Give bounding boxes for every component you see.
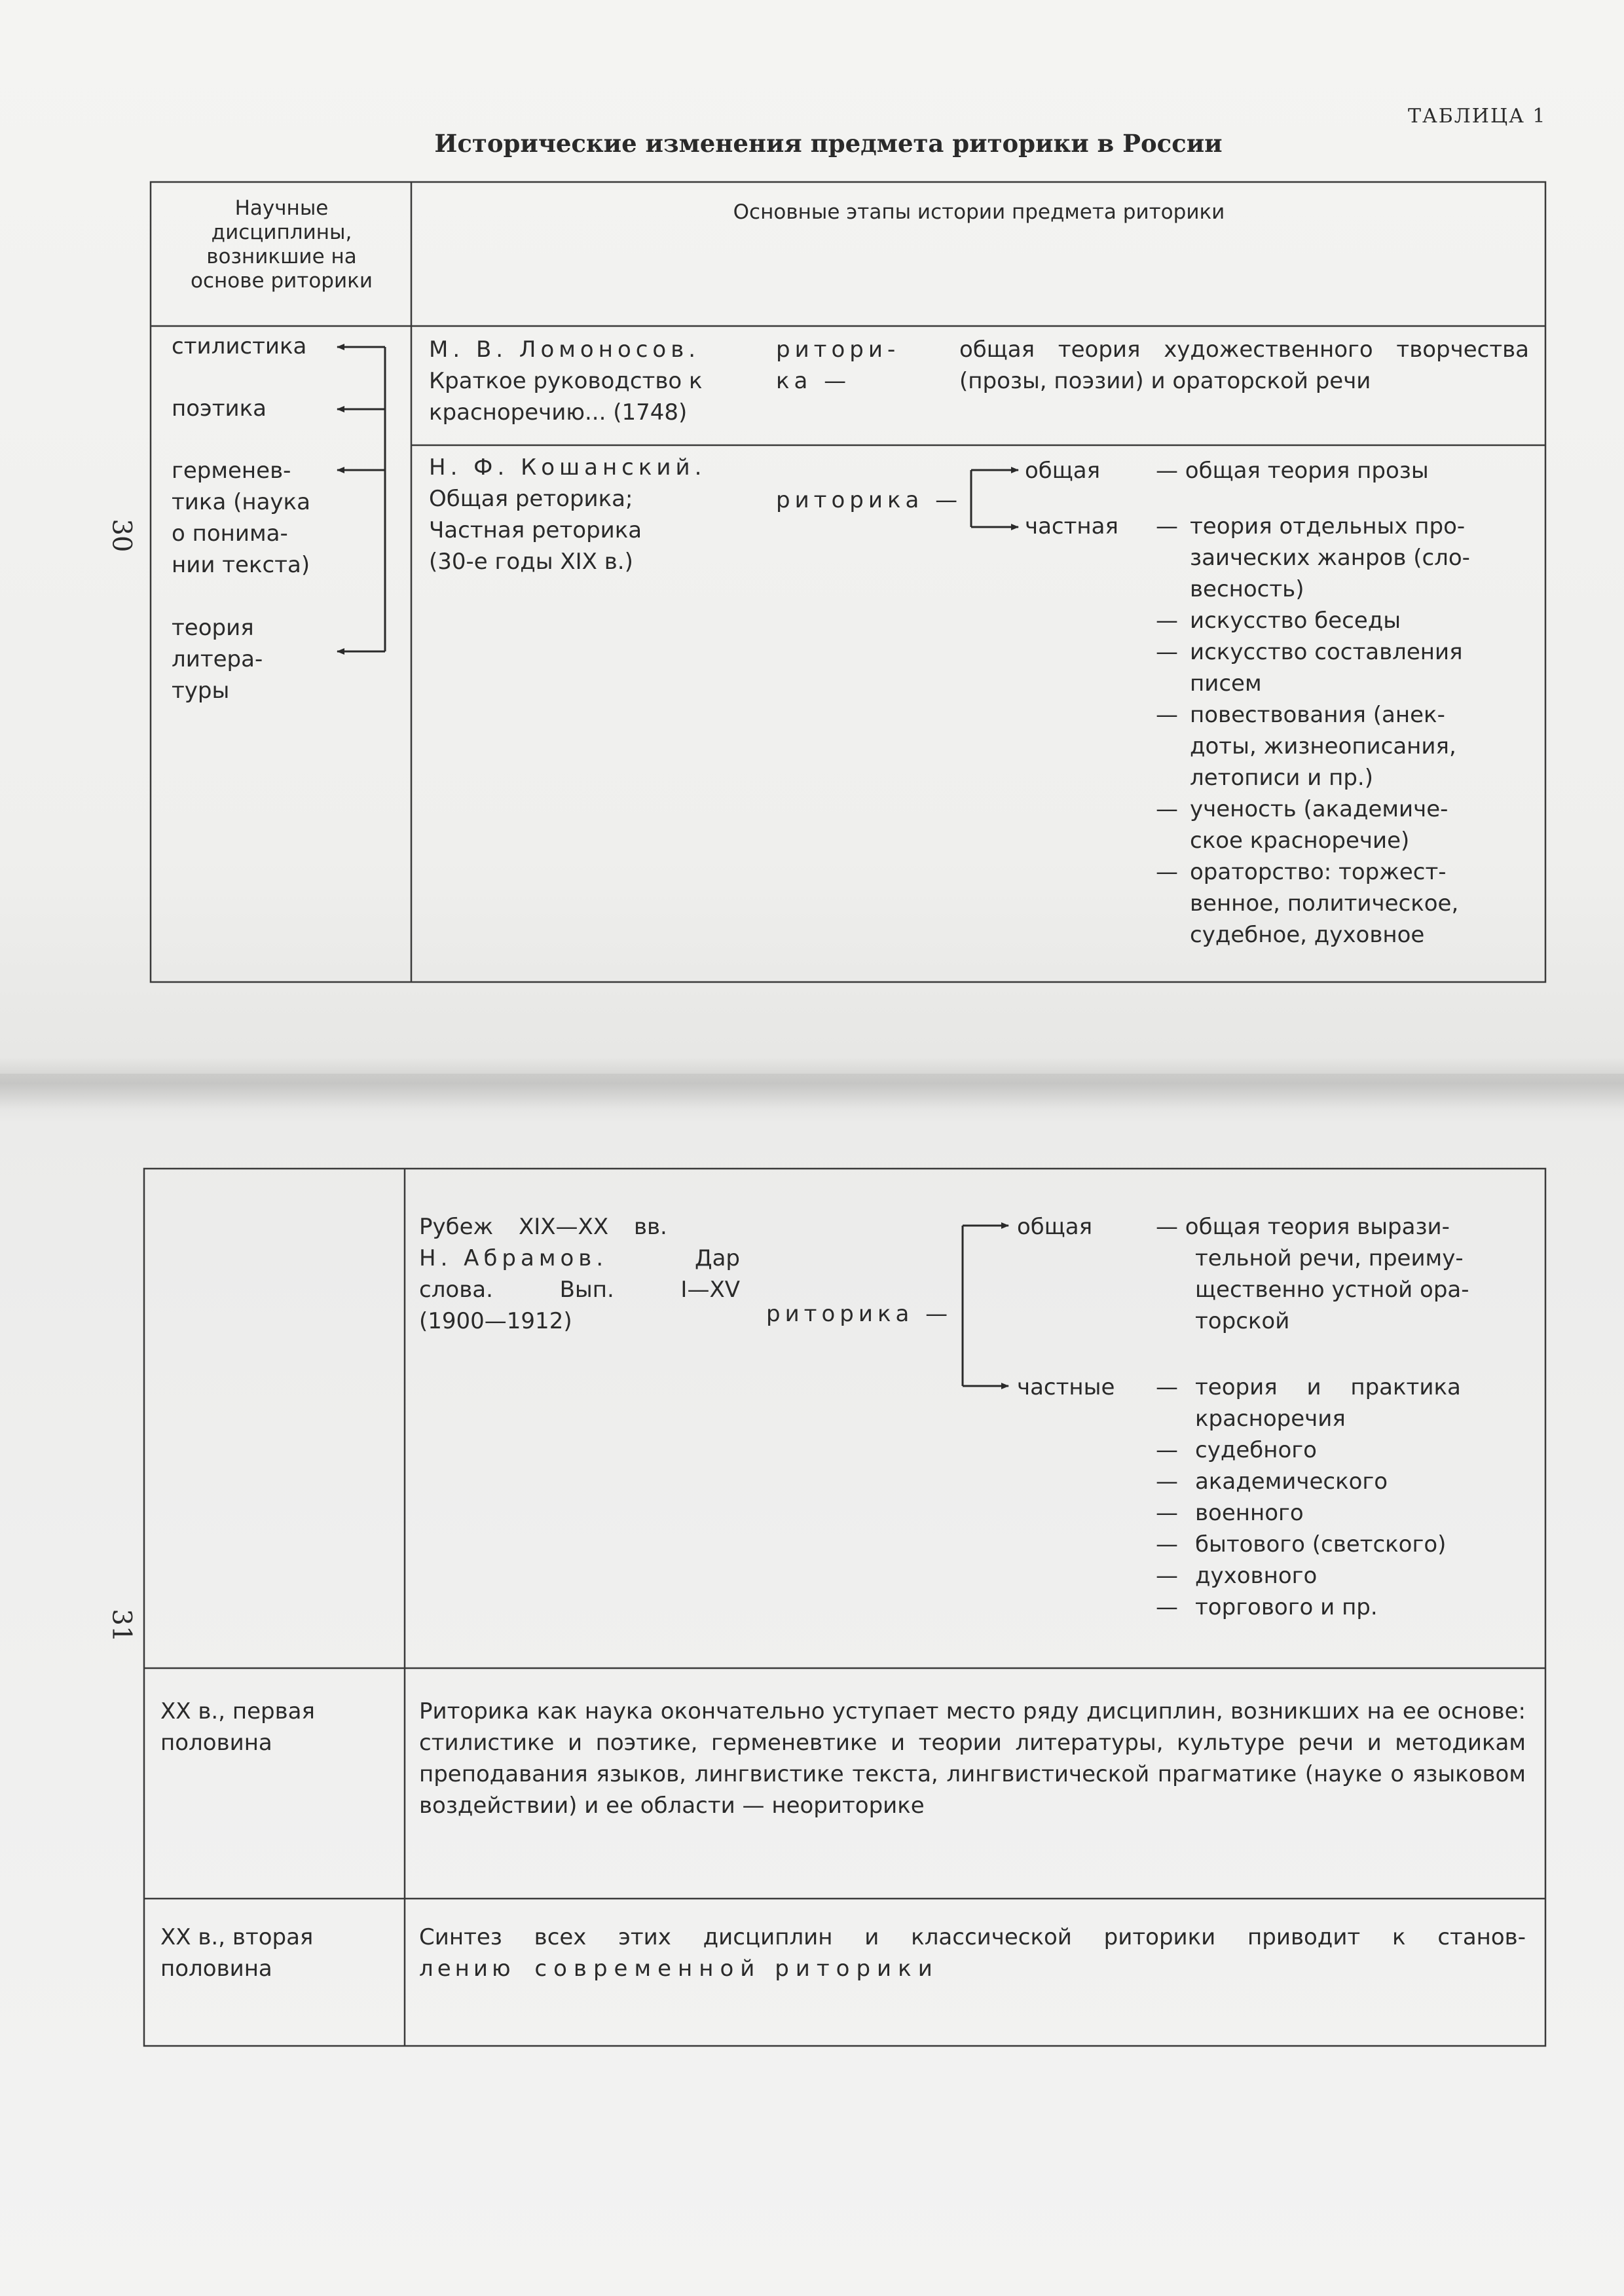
work-word: слова.	[419, 1277, 493, 1303]
dash: —	[1156, 1468, 1178, 1495]
dash: —	[1156, 1500, 1178, 1526]
list-item	[1156, 1434, 1529, 1466]
text-line: красноречия	[1195, 1406, 1346, 1432]
text-line: заических жанров (сло-	[1190, 545, 1470, 571]
work-word: I—XV	[680, 1277, 740, 1303]
text-line: половина	[160, 1956, 272, 1982]
work-word: Вып.	[559, 1277, 614, 1303]
item-text: судебного	[1195, 1437, 1317, 1463]
text-line: торской	[1195, 1308, 1290, 1334]
koshansky-branch-bracket	[971, 470, 1018, 527]
abramov-general-definition	[1156, 1211, 1522, 1337]
text-line: Синтез всех этих дисциплин и классической риторики приводит к станов-	[419, 1924, 1526, 1950]
abramov-branch-bracket	[963, 1226, 1008, 1386]
dash: —	[1156, 1563, 1178, 1589]
dash: —	[1156, 1437, 1178, 1463]
table-label: ТАБЛИЦА 1	[1408, 105, 1547, 128]
text-line	[419, 1953, 1526, 1984]
years-line: (1900—1912)	[419, 1308, 572, 1334]
list-item	[1156, 1529, 1529, 1560]
text-line: доты, жизнеописания,	[1190, 733, 1456, 759]
koshansky-branch-general: общая	[1025, 458, 1101, 484]
text-line: о понима-	[172, 520, 288, 547]
text-line: XX в., вторая	[160, 1924, 314, 1950]
text-line: щественно устной ора-	[1195, 1277, 1469, 1303]
emphasized-term: современной риторики	[534, 1956, 939, 1982]
text-line: туры	[172, 678, 230, 704]
header-stages: Основные этапы истории предмета риторики	[733, 200, 1225, 224]
text-line: Краткое руководство к	[429, 368, 703, 394]
text-line: искусство беседы	[1190, 608, 1401, 634]
text-line: весность)	[1190, 576, 1304, 602]
work-title-part: Дар	[695, 1245, 740, 1271]
dash: —	[1156, 1531, 1178, 1558]
koshansky-source	[429, 452, 769, 577]
koshansky-general-definition: — общая теория прозы	[1156, 458, 1429, 484]
list-item	[1156, 1592, 1529, 1623]
abramov-term: риторика —	[766, 1301, 953, 1327]
item-text: бытового (светского)	[1195, 1531, 1447, 1558]
first-half-description: Риторика как наука окончательно уступает место ряду дисциплин, возникших на ее основе: стилистике и поэтике, герменевтике и теории литературы, культуре речи и методикам преподавания языков, лингвистике текста, лингвистической прагматике (науке о языковом воздействии) и ее области — неориторике	[419, 1698, 1526, 1819]
dash: —	[1156, 639, 1178, 665]
item-text	[1190, 699, 1529, 793]
text-line: герменев-	[172, 458, 291, 484]
text-line: теория	[172, 615, 254, 641]
period-second-half	[160, 1922, 396, 1984]
dash: —	[1156, 796, 1178, 822]
text-line: тельной речи, преиму-	[1195, 1245, 1464, 1271]
table-title: Исторические изменения предмета риторики в России	[434, 129, 1223, 158]
dash: —	[1156, 859, 1178, 885]
item-text	[1195, 1372, 1529, 1434]
item-text	[1190, 793, 1529, 856]
list-item	[1156, 1497, 1529, 1529]
item-text	[1190, 856, 1529, 951]
disciplines-bracket	[337, 347, 385, 651]
discipline-theory-literature	[172, 612, 263, 706]
period-first-half	[160, 1696, 396, 1758]
item-text: академического	[1195, 1468, 1388, 1495]
abramov-source	[419, 1211, 740, 1337]
text-line: ученость (академиче-	[1190, 796, 1449, 822]
item-text	[1190, 636, 1529, 699]
item-text: военного	[1195, 1500, 1304, 1526]
text-line: ка —	[776, 368, 851, 394]
text-line: половина	[160, 1730, 272, 1756]
header-disciplines	[154, 196, 409, 293]
text-line: ритори-	[776, 337, 900, 363]
author-name: М. В. Ломоносов.	[429, 337, 701, 363]
dash: —	[1156, 1374, 1178, 1400]
text-line: ораторство: торжест-	[1190, 859, 1447, 885]
list-item	[1156, 1466, 1529, 1497]
text-line: писем	[1190, 670, 1262, 697]
text-line: Частная реторика	[429, 517, 642, 543]
header-line: дисциплины,	[211, 221, 352, 244]
dash: —	[1156, 608, 1178, 634]
header-line: возникшие на	[206, 245, 357, 268]
text-line: тика (наука	[172, 489, 310, 515]
discipline-stylistics: стилистика	[172, 333, 307, 359]
text-line: повествования (анек-	[1190, 702, 1445, 728]
period-line: Рубеж XIX—XX вв.	[419, 1214, 667, 1240]
text-line: судебное, духовное	[1190, 922, 1425, 948]
header-line: основе риторики	[191, 269, 373, 293]
text-line: теория и практика	[1195, 1374, 1461, 1400]
list-item	[1156, 793, 1529, 856]
text-line: теория отдельных про-	[1190, 513, 1466, 539]
text-line: Общая реторика;	[429, 486, 633, 512]
koshansky-private-list	[1156, 511, 1529, 951]
item-text: торгового и пр.	[1195, 1594, 1378, 1620]
list-item	[1156, 511, 1529, 605]
author-name: Н. Ф. Кошанский.	[429, 454, 707, 481]
list-item	[1156, 1372, 1529, 1434]
work-line	[419, 1274, 740, 1305]
koshansky-branch-private: частная	[1025, 513, 1118, 539]
koshansky-term: риторика —	[776, 487, 963, 513]
second-half-description	[419, 1922, 1526, 1984]
text-line: XX в., первая	[160, 1698, 315, 1724]
text-line: нии текста)	[172, 552, 310, 578]
item-text	[1190, 605, 1529, 636]
text-line: летописи и пр.)	[1190, 765, 1373, 791]
lomonosov-definition: общая теория художественного творчества (прозы, поэзии) и ораторской речи	[959, 337, 1529, 394]
list-item	[1156, 605, 1529, 636]
author-name: Н. Абрамов.	[419, 1245, 608, 1271]
text-line: литера-	[172, 646, 263, 672]
page-number-top: 30	[106, 519, 137, 553]
abramov-private-list	[1156, 1372, 1529, 1623]
text-line: ское красноречие)	[1190, 828, 1410, 854]
author-line	[419, 1243, 740, 1274]
item-text	[1190, 511, 1529, 605]
dash: —	[1156, 513, 1178, 539]
text-line: искусство составления	[1190, 639, 1463, 665]
text-line: красноречию... (1748)	[429, 399, 688, 426]
page-number-bottom: 31	[106, 1609, 137, 1643]
discipline-poetics: поэтика	[172, 395, 267, 422]
list-item	[1156, 1560, 1529, 1592]
discipline-hermeneutics	[172, 455, 310, 581]
header-line: Научные	[234, 196, 329, 220]
list-item	[1156, 699, 1529, 793]
text-line: — общая теория вырази-	[1156, 1214, 1450, 1240]
dash: —	[1156, 1594, 1178, 1620]
list-item	[1156, 636, 1529, 699]
dash: —	[1156, 702, 1178, 728]
abramov-branch-general: общая	[1017, 1214, 1093, 1240]
text-word: лению	[419, 1956, 515, 1982]
lomonosov-term	[776, 334, 900, 397]
text-line: венное, политическое,	[1190, 890, 1459, 917]
list-item	[1156, 856, 1529, 951]
lomonosov-source	[429, 334, 756, 428]
abramov-branch-private: частные	[1017, 1374, 1115, 1400]
text-line: (30-е годы XIX в.)	[429, 549, 633, 575]
item-text: духовного	[1195, 1563, 1318, 1589]
